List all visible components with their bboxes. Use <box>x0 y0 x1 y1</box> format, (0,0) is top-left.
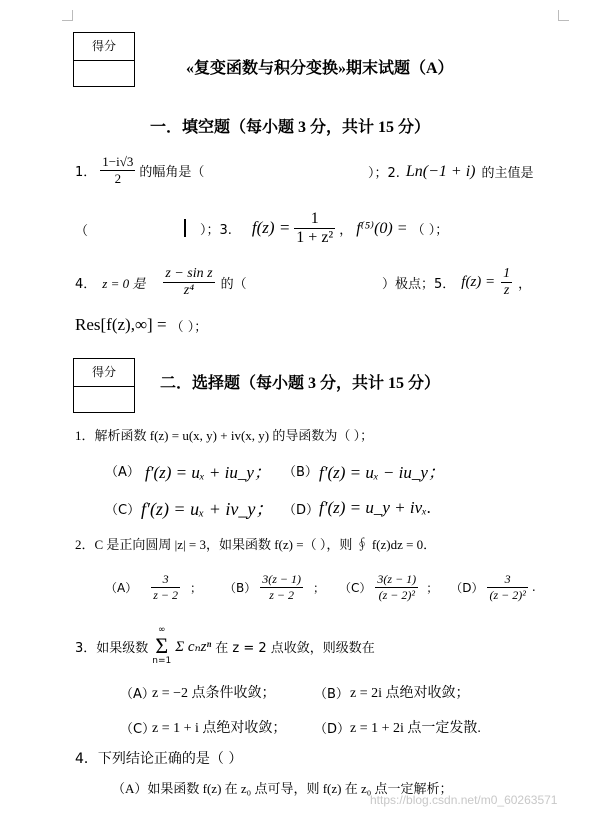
choice-question-1: 1．解析函数 f(z) = u(x, y) + iv(x, y) 的导函数为（ ）； <box>75 428 374 443</box>
math-expression: Σ cₙzⁿ <box>175 638 212 655</box>
fraction-denominator: 2 <box>114 170 122 186</box>
fraction-numerator: 1−i√3 <box>102 153 134 169</box>
question-text: 的（ <box>220 276 247 292</box>
comma: ， <box>339 222 353 238</box>
option-expression: z = 1 + 2i 点一定发散. <box>350 721 481 736</box>
text-cursor <box>184 219 186 237</box>
score-label: 得分 <box>74 359 134 387</box>
fraction-denominator: (z − 2)² <box>489 587 526 602</box>
answer-blank: （ ）； <box>170 319 208 335</box>
option-label: （C） <box>120 721 156 737</box>
choice-question-2: 2．C 是正向圆周 |z| = 3，如果函数 f(z) =（ ），则 ∮ f(z)dz = 0． <box>75 537 437 552</box>
comma: ， <box>518 276 532 292</box>
sigma-lower-limit: n=1 <box>152 656 172 666</box>
score-blank <box>74 61 134 86</box>
option-label: （B） <box>283 465 318 480</box>
choice-option-4a: （A）如果函数 f(z) 在 z₀ 点可导，则 f(z) 在 z₀ 点一定解析； <box>112 781 453 796</box>
question-number: 1． <box>75 164 97 180</box>
blank-open: （ <box>75 224 89 239</box>
option-expression: z = 1 + i 点绝对收敛； <box>152 721 287 736</box>
fraction-numerator: 3(z − 1) <box>262 571 302 586</box>
option-expression: z = −2 点条件收敛； <box>152 686 276 701</box>
option-label: （C） <box>105 502 141 518</box>
option-label: （D） <box>314 721 351 737</box>
fraction-denominator: z <box>503 282 510 298</box>
option-label: （A） <box>105 465 140 480</box>
choice-options-row-3 <box>105 567 536 607</box>
math-expression: f(z) = <box>461 273 496 290</box>
fraction-denominator: z − 2 <box>153 587 178 602</box>
page-corner-mark <box>558 10 569 21</box>
section-heading-fill-blank: 一．填空题（每小题 3 分，共计 15 分） <box>150 119 431 136</box>
choice-options-row-4 <box>120 682 470 702</box>
option-label: （C） <box>339 580 372 595</box>
score-label: 得分 <box>74 33 134 61</box>
fraction-numerator: 1 <box>503 265 511 281</box>
question-number: 4． <box>75 276 97 292</box>
separator: ； <box>190 580 203 595</box>
fraction <box>375 572 418 603</box>
blank-close: ）；3. <box>200 222 232 238</box>
blank-close: ）；2. <box>368 166 400 181</box>
page-title: «复变函数与积分变换»期末试题（A） <box>186 60 454 77</box>
score-box <box>73 32 135 87</box>
separator: ； <box>313 580 326 595</box>
option-label: （D） <box>283 502 320 518</box>
fraction-numerator: 3 <box>487 572 527 588</box>
option-expression: f′(z) = uₓ + iv_y； <box>141 499 274 519</box>
option-label: （B） <box>224 580 257 595</box>
fraction <box>100 154 135 187</box>
separator: . <box>531 580 536 594</box>
fraction-denominator: z⁴ <box>183 282 195 298</box>
option-label: （A） <box>120 686 155 702</box>
score-blank <box>74 387 134 412</box>
question-text: 的主值是 <box>481 166 534 181</box>
fraction <box>294 210 335 247</box>
fill-question-3 <box>200 206 448 250</box>
math-expression: f⁽⁵⁾(0) = <box>356 220 408 237</box>
fraction <box>163 266 214 299</box>
fraction <box>260 572 303 603</box>
option-label: （A） <box>105 580 138 595</box>
separator: ； <box>426 580 439 595</box>
score-box <box>73 358 135 413</box>
fraction-numerator: 1 <box>294 210 335 229</box>
fill-question-1 <box>75 150 204 190</box>
fill-question-5-residue <box>75 315 207 335</box>
fill-question-4 <box>75 262 247 302</box>
fraction <box>501 266 512 299</box>
fraction-denominator: 1 + z² <box>296 228 334 246</box>
choice-question-3 <box>75 622 375 670</box>
option-expression: f′(z) = uₓ − iu_y； <box>319 463 445 482</box>
option-expression: f′(z) = uₓ + iu_y； <box>145 463 271 482</box>
fill-question-2 <box>368 162 534 181</box>
math-expression: z = 0 是 <box>102 275 146 291</box>
fraction-numerator: z − sin z <box>165 265 213 281</box>
choice-options-row-2 <box>105 495 431 521</box>
sigma-symbol: ∞ Σ n=1 <box>152 625 172 666</box>
math-expression: f(z) = <box>251 218 291 237</box>
option-expression: z = 2i 点绝对收敛； <box>350 686 470 701</box>
sigma-upper-limit: ∞ <box>158 625 166 635</box>
question-text: 3．如果级数 <box>75 640 149 656</box>
watermark: https://blog.csdn.net/m0_60263571 <box>370 793 558 807</box>
page-corner-mark <box>62 10 73 21</box>
question-text: 的幅角是（ <box>139 164 205 180</box>
choice-options-row-1 <box>105 458 445 483</box>
math-expression: Ln(−1 + i) <box>405 162 476 180</box>
fraction-numerator: 3 <box>151 572 180 588</box>
answer-blank: （ ）； <box>411 222 449 238</box>
option-label: （B） <box>314 686 349 702</box>
math-expression: Res[f(z),∞] = <box>75 315 167 334</box>
option-label: （D） <box>450 580 484 595</box>
choice-question-4: 4．下列结论正确的是（ ） <box>75 751 243 767</box>
section-heading-choice: 二．选择题（每小题 3 分，共计 15 分） <box>160 375 441 392</box>
question-text: 在 z = 2 点收敛，则级数在 <box>215 640 375 656</box>
option-expression: f′(z) = u_y + ivₓ. <box>319 498 432 517</box>
fill-question-5 <box>382 262 531 302</box>
fraction <box>487 572 527 603</box>
fraction-denominator: (z − 2)² <box>378 587 415 602</box>
fraction <box>151 572 180 603</box>
fraction-numerator: 3(z − 1) <box>377 571 417 586</box>
blank-close: ）极点；5． <box>382 276 456 292</box>
choice-options-row-5 <box>120 717 481 737</box>
fraction-denominator: z − 2 <box>269 587 295 602</box>
